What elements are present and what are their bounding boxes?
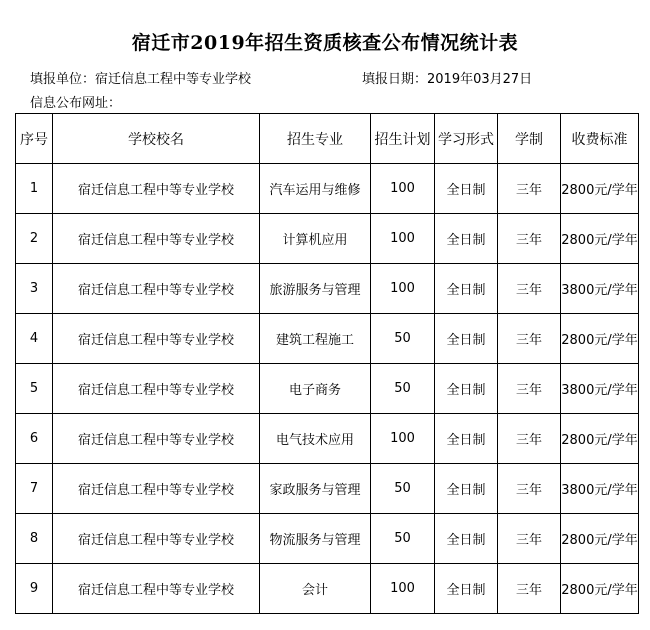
cell-number: 3 — [16, 264, 53, 314]
cell-plan: 100 — [371, 164, 435, 214]
table-row — [16, 514, 639, 564]
cell-study-form: 全日制 — [435, 264, 498, 314]
cell-plan: 100 — [371, 564, 435, 614]
cell-major: 会计 — [260, 564, 371, 614]
cell-study-form: 全日制 — [435, 464, 498, 514]
header-duration: 学制 — [498, 114, 561, 164]
cell-fee: 3800元/学年 — [561, 364, 639, 414]
cell-fee: 2800元/学年 — [561, 514, 639, 564]
table-row — [16, 164, 639, 214]
table-row — [16, 414, 639, 464]
cell-duration: 三年 — [498, 564, 561, 614]
cell-duration: 三年 — [498, 414, 561, 464]
cell-duration: 三年 — [498, 514, 561, 564]
cell-school: 宿迁信息工程中等专业学校 — [53, 164, 260, 214]
cell-study-form: 全日制 — [435, 314, 498, 364]
cell-fee: 2800元/学年 — [561, 314, 639, 364]
cell-fee: 2800元/学年 — [561, 214, 639, 264]
page-title: 宿迁市2019年招生资质核查公布情况统计表 — [131, 32, 519, 54]
cell-plan: 100 — [371, 214, 435, 264]
table-row — [16, 564, 639, 614]
header-major: 招生专业 — [260, 114, 371, 164]
cell-number: 4 — [16, 314, 53, 364]
table-row — [16, 264, 639, 314]
cell-duration: 三年 — [498, 314, 561, 364]
cell-number: 9 — [16, 564, 53, 614]
cell-school: 宿迁信息工程中等专业学校 — [53, 564, 260, 614]
cell-major: 物流服务与管理 — [260, 514, 371, 564]
info-website-label: 信息公布网址： — [30, 96, 122, 111]
cell-study-form: 全日制 — [435, 364, 498, 414]
cell-duration: 三年 — [498, 164, 561, 214]
table-row — [16, 364, 639, 414]
table-row — [16, 314, 639, 364]
cell-number: 7 — [16, 464, 53, 514]
cell-duration: 三年 — [498, 364, 561, 414]
cell-school: 宿迁信息工程中等专业学校 — [53, 314, 260, 364]
cell-fee: 2800元/学年 — [561, 414, 639, 464]
cell-fee: 3800元/学年 — [561, 264, 639, 314]
cell-plan: 50 — [371, 314, 435, 364]
cell-major: 电气技术应用 — [260, 414, 371, 464]
cell-school: 宿迁信息工程中等专业学校 — [53, 364, 260, 414]
cell-study-form: 全日制 — [435, 514, 498, 564]
header-number: 序号 — [16, 114, 53, 164]
cell-school: 宿迁信息工程中等专业学校 — [53, 514, 260, 564]
cell-plan: 50 — [371, 464, 435, 514]
header-fee: 收费标准 — [561, 114, 639, 164]
cell-plan: 100 — [371, 414, 435, 464]
cell-major: 旅游服务与管理 — [260, 264, 371, 314]
table-header-row — [16, 114, 639, 164]
cell-study-form: 全日制 — [435, 164, 498, 214]
reporting-unit: 填报单位：宿迁信息工程中等专业学校 — [30, 72, 252, 87]
cell-number: 2 — [16, 214, 53, 264]
cell-study-form: 全日制 — [435, 414, 498, 464]
table-row — [16, 214, 639, 264]
cell-duration: 三年 — [498, 214, 561, 264]
cell-duration: 三年 — [498, 264, 561, 314]
cell-school: 宿迁信息工程中等专业学校 — [53, 214, 260, 264]
reporting-date: 填报日期：2019年03月27日 — [362, 72, 533, 87]
header-school: 学校校名 — [53, 114, 260, 164]
cell-school: 宿迁信息工程中等专业学校 — [53, 264, 260, 314]
cell-fee: 3800元/学年 — [561, 464, 639, 514]
cell-study-form: 全日制 — [435, 564, 498, 614]
cell-number: 8 — [16, 514, 53, 564]
cell-duration: 三年 — [498, 464, 561, 514]
header-study-form: 学习形式 — [435, 114, 498, 164]
header-plan: 招生计划 — [371, 114, 435, 164]
cell-study-form: 全日制 — [435, 214, 498, 264]
cell-plan: 100 — [371, 264, 435, 314]
cell-number: 6 — [16, 414, 53, 464]
cell-major: 家政服务与管理 — [260, 464, 371, 514]
cell-major: 建筑工程施工 — [260, 314, 371, 364]
cell-major: 汽车运用与维修 — [260, 164, 371, 214]
cell-school: 宿迁信息工程中等专业学校 — [53, 414, 260, 464]
cell-fee: 2800元/学年 — [561, 164, 639, 214]
cell-school: 宿迁信息工程中等专业学校 — [53, 464, 260, 514]
cell-number: 5 — [16, 364, 53, 414]
cell-number: 1 — [16, 164, 53, 214]
table-row — [16, 464, 639, 514]
enrollment-table — [15, 113, 639, 614]
cell-plan: 50 — [371, 514, 435, 564]
cell-plan: 50 — [371, 364, 435, 414]
cell-fee: 2800元/学年 — [561, 564, 639, 614]
cell-major: 电子商务 — [260, 364, 371, 414]
cell-major: 计算机应用 — [260, 214, 371, 264]
